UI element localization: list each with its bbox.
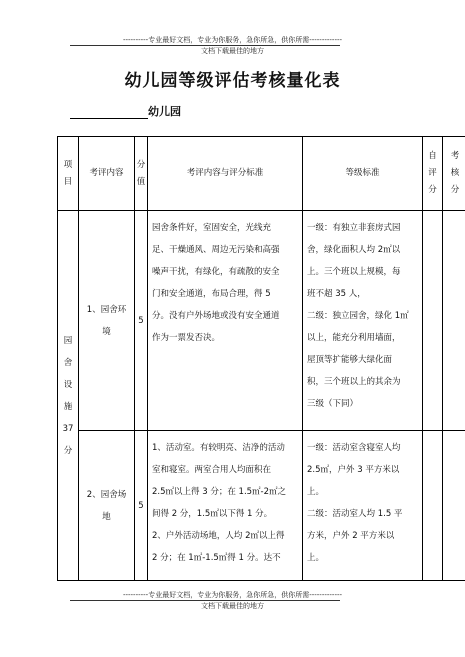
page-header	[0, 36, 465, 56]
footer-rule	[70, 600, 340, 601]
header-level: 等级标准	[303, 137, 423, 211]
page-footer	[0, 591, 465, 611]
group-label: 园 舍 设 施 37 分	[58, 211, 79, 581]
row-standard: 1、活动室。有较明亮、洁净的活动 室和寝室。两室合用人均面积在 2.5㎡以上得 3 分；在 1.5㎡-2㎡之 间得 2 分，1.5㎡以下得 1 分。 2、户外活动场地，人均 2㎡以上得 2 分；在 1㎡-1.5㎡得 1 分。达不	[148, 431, 303, 581]
footer-subtitle: 文档下载最佳的地方	[201, 602, 264, 610]
row-score: 5	[135, 211, 148, 431]
header-content: 考评内容	[79, 137, 135, 211]
document-title: 幼儿园等级评估考核量化表	[124, 71, 341, 91]
row-score: 5	[135, 431, 148, 581]
header-self-score: 自 评 分	[423, 137, 443, 211]
header-standard: 考评内容与评分标准	[148, 137, 303, 211]
kindergarten-label: 幼儿园	[148, 105, 181, 118]
header-check-score: 考 核 分	[443, 137, 465, 211]
row-self-score	[423, 211, 443, 431]
row-level: 一级：活动室含寝室人均 2.5㎡，户外 3 平方米以 上。 二级：活动室人均 1.5 平 方米，户外 2 平方米以 上。	[303, 431, 423, 581]
header-subtitle: 文档下载最佳的地方	[201, 47, 264, 55]
row-content: 2、园舍场 地	[79, 431, 135, 581]
header-slogan: ----------专业最好文档，专业为你服务，急你所急，供你所需-------------	[122, 36, 343, 44]
header-item: 项 目	[58, 137, 79, 211]
table-row	[58, 211, 465, 431]
header-rule	[70, 45, 340, 46]
row-standard: 园舍条件好，室固安全，光线充 足、干燥通风、周边无污染和高强 噪声干扰，有绿化，有疏散的安全 门和安全通道，布局合理，得 5 分。没有户外场地或没有安全通道 作为一票发否决。	[148, 211, 303, 431]
row-self-score	[423, 431, 443, 581]
assessment-table	[57, 136, 465, 581]
row-level: 一级：有独立非套房式园 舍，绿化面积人均 2㎡以 上。三个班以上规模，每 班不超 35 人， 二级：独立园舍，绿化 1㎡ 以上，能充分利用墙面， 屋顶等扩能够大绿化面 积，三个班以上的其余为 三级（下同）	[303, 211, 423, 431]
row-check-score	[443, 431, 465, 581]
table-header-row	[58, 137, 465, 211]
footer-slogan: ----------专业最好文档，专业为你服务，急你所急，供你所需-------------	[122, 591, 343, 599]
kindergarten-name-blank	[70, 118, 148, 119]
header-score: 分 值	[135, 137, 148, 211]
row-check-score	[443, 211, 465, 431]
table-row	[58, 431, 465, 581]
row-content: 1、园舍环 境	[79, 211, 135, 431]
